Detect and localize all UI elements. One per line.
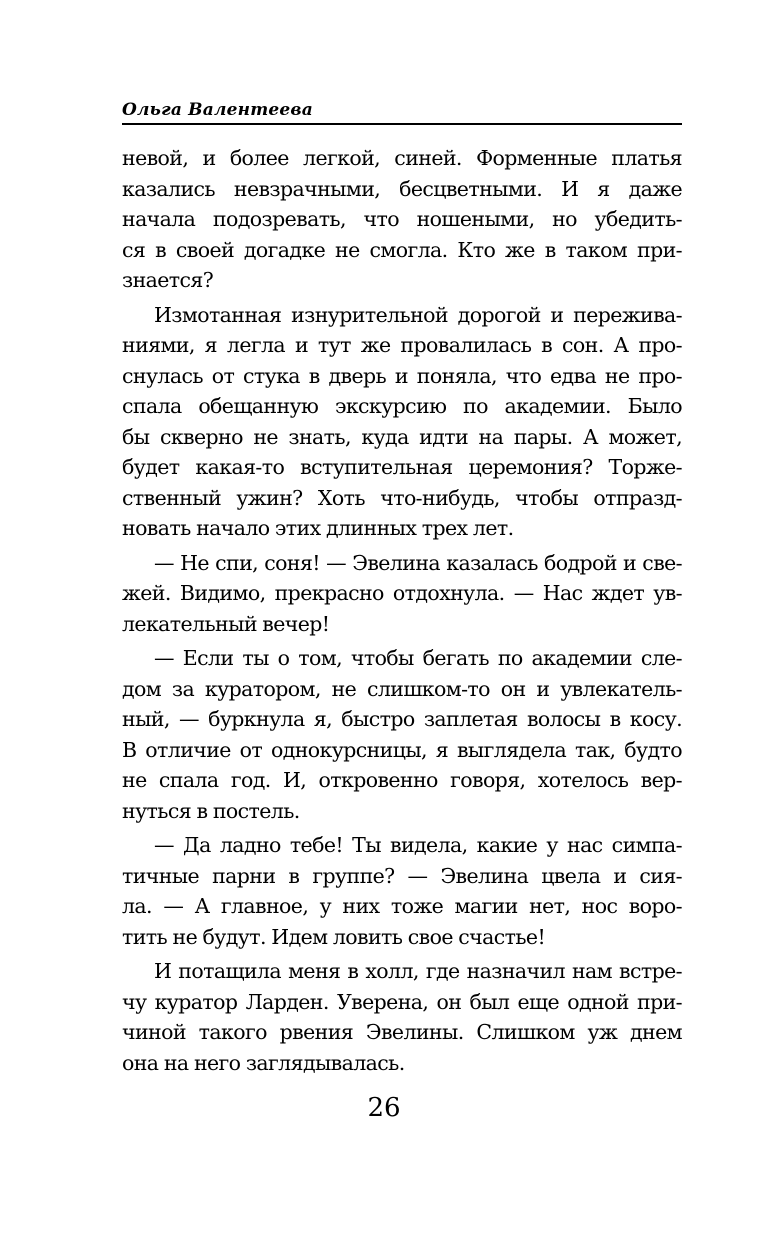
paragraph [122,956,682,1078]
text-line: дом за куратором, не слишком-то он и увлекатель- [122,676,682,701]
text-line: нуться в постель. [122,798,300,823]
paragraph [122,300,682,544]
text-line: невой, и более легкой, синей. Форменные платья [122,146,682,170]
text-line: И потащила меня в холл, где назначил нам встре- [154,959,682,983]
text-line: чиной такого рвения Эвелины. Слишком уж днем [122,1020,682,1044]
body-text [122,143,682,1078]
text-line: тичные парни в группе? — Эвелина цвела и сия- [122,863,682,888]
paragraph [122,143,682,296]
text-line: Измотанная изнурительной дорогой и пережива- [154,302,682,327]
paragraph [122,643,682,826]
text-line: — Не спи, соня! — Эвелина казалась бодрой и све- [154,550,682,575]
text-line: начала подозревать, что ношеными, но убедить- [122,207,682,231]
text-line: она на него заглядывалась. [122,1050,405,1075]
text-line: казались невзрачными, бесцветными. И я даже [122,176,682,201]
text-line: новать начало этих длинных трех лет. [122,516,514,540]
paragraph [122,830,682,952]
header-rule [122,123,682,125]
text-line: ся в своей догадке не смогла. Кто же в таком при- [122,237,682,262]
text-line: ный, — буркнула я, быстро заплетая волосы в косу. [122,707,682,731]
text-line: будет какая-то вступительная церемония? Торже- [122,455,682,479]
text-line: жей. Видимо, прекрасно отдохнула. — Нас ждет ув- [122,581,682,605]
text-line: ла. — А главное, у них тоже магии нет, нос воро- [122,894,682,918]
running-head: Ольга Валентеева [122,100,313,120]
text-line: чу куратор Ларден. Уверена, он был еще одной при- [122,989,682,1014]
paragraph [122,548,682,640]
text-line: ственный ужин? Хоть что-нибудь, чтобы отпразд- [122,485,682,510]
text-line: не спала год. И, откровенно говоря, хотелось вер- [122,768,682,792]
text-line: лекательный вечер! [122,611,330,636]
text-line: В отличие от однокурсницы, я выглядела так, будто [122,737,682,762]
text-line: бы скверно не знать, куда идти на пары. А может, [122,424,682,449]
text-line: — Если ты о том, чтобы бегать по академии сле- [154,646,682,670]
text-line: знается? [122,268,214,292]
text-line: ниями, я легла и тут же провалилась в сон. А про- [122,333,682,357]
text-line: спала обещанную экскурсию по академии. Было [122,394,682,418]
text-line: — Да ладно тебе! Ты видела, какие у нас симпа- [154,833,682,857]
text-line: снулась от стука в дверь и поняла, что едва не про- [122,363,682,388]
text-line: тить не будут. Идем ловить свое счастье! [122,924,546,949]
page-number: 26 [367,1093,401,1123]
